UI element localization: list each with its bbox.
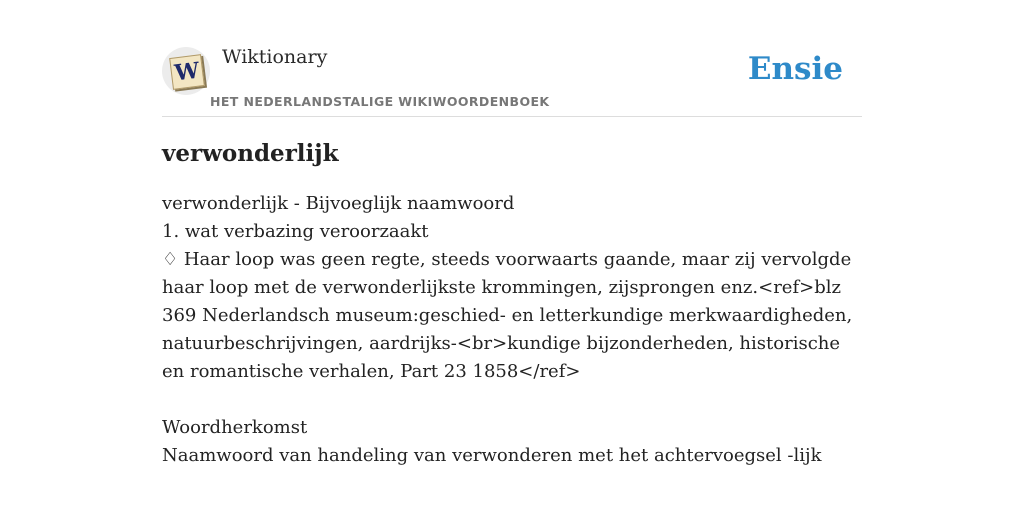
ensie-brand-logo[interactable]: Ensie bbox=[747, 51, 843, 87]
etymology-heading: Woordherkomst bbox=[162, 417, 308, 438]
spacer bbox=[162, 386, 862, 414]
etymology-text: Naamwoord van handeling van verwonderen met het achtervoegsel -lijk bbox=[162, 445, 822, 466]
site-header bbox=[162, 0, 862, 117]
part-of-speech-line: verwonderlijk - Bijvoeglijk naamwoord bbox=[162, 193, 515, 214]
entry-title: verwonderlijk bbox=[162, 140, 339, 167]
entry-content bbox=[162, 138, 862, 470]
logo-tile: W bbox=[169, 54, 205, 90]
site-tagline: HET NEDERLANDSTALIGE WIKIWOORDENBOEK bbox=[210, 94, 550, 109]
definition-line: 1. wat verbazing veroorzaakt bbox=[162, 221, 429, 242]
site-name-link[interactable]: Wiktionary bbox=[222, 46, 328, 68]
example-sentence: ♢ Haar loop was geen regte, steeds voorwaarts gaande, maar zij vervolgde haar loop met de verwonderlijkste krommingen, zijsprongen enz.<ref>blz 369 Nederlandsch museum:geschied- en letterkundige merkwaardigheden, natuurbeschrijvingen, aardrijks-<br>kundige bijzonderheden, historische en romantische verhalen, Part 23 1858</ref> bbox=[162, 249, 853, 382]
wiktionary-logo-icon[interactable] bbox=[162, 47, 210, 95]
